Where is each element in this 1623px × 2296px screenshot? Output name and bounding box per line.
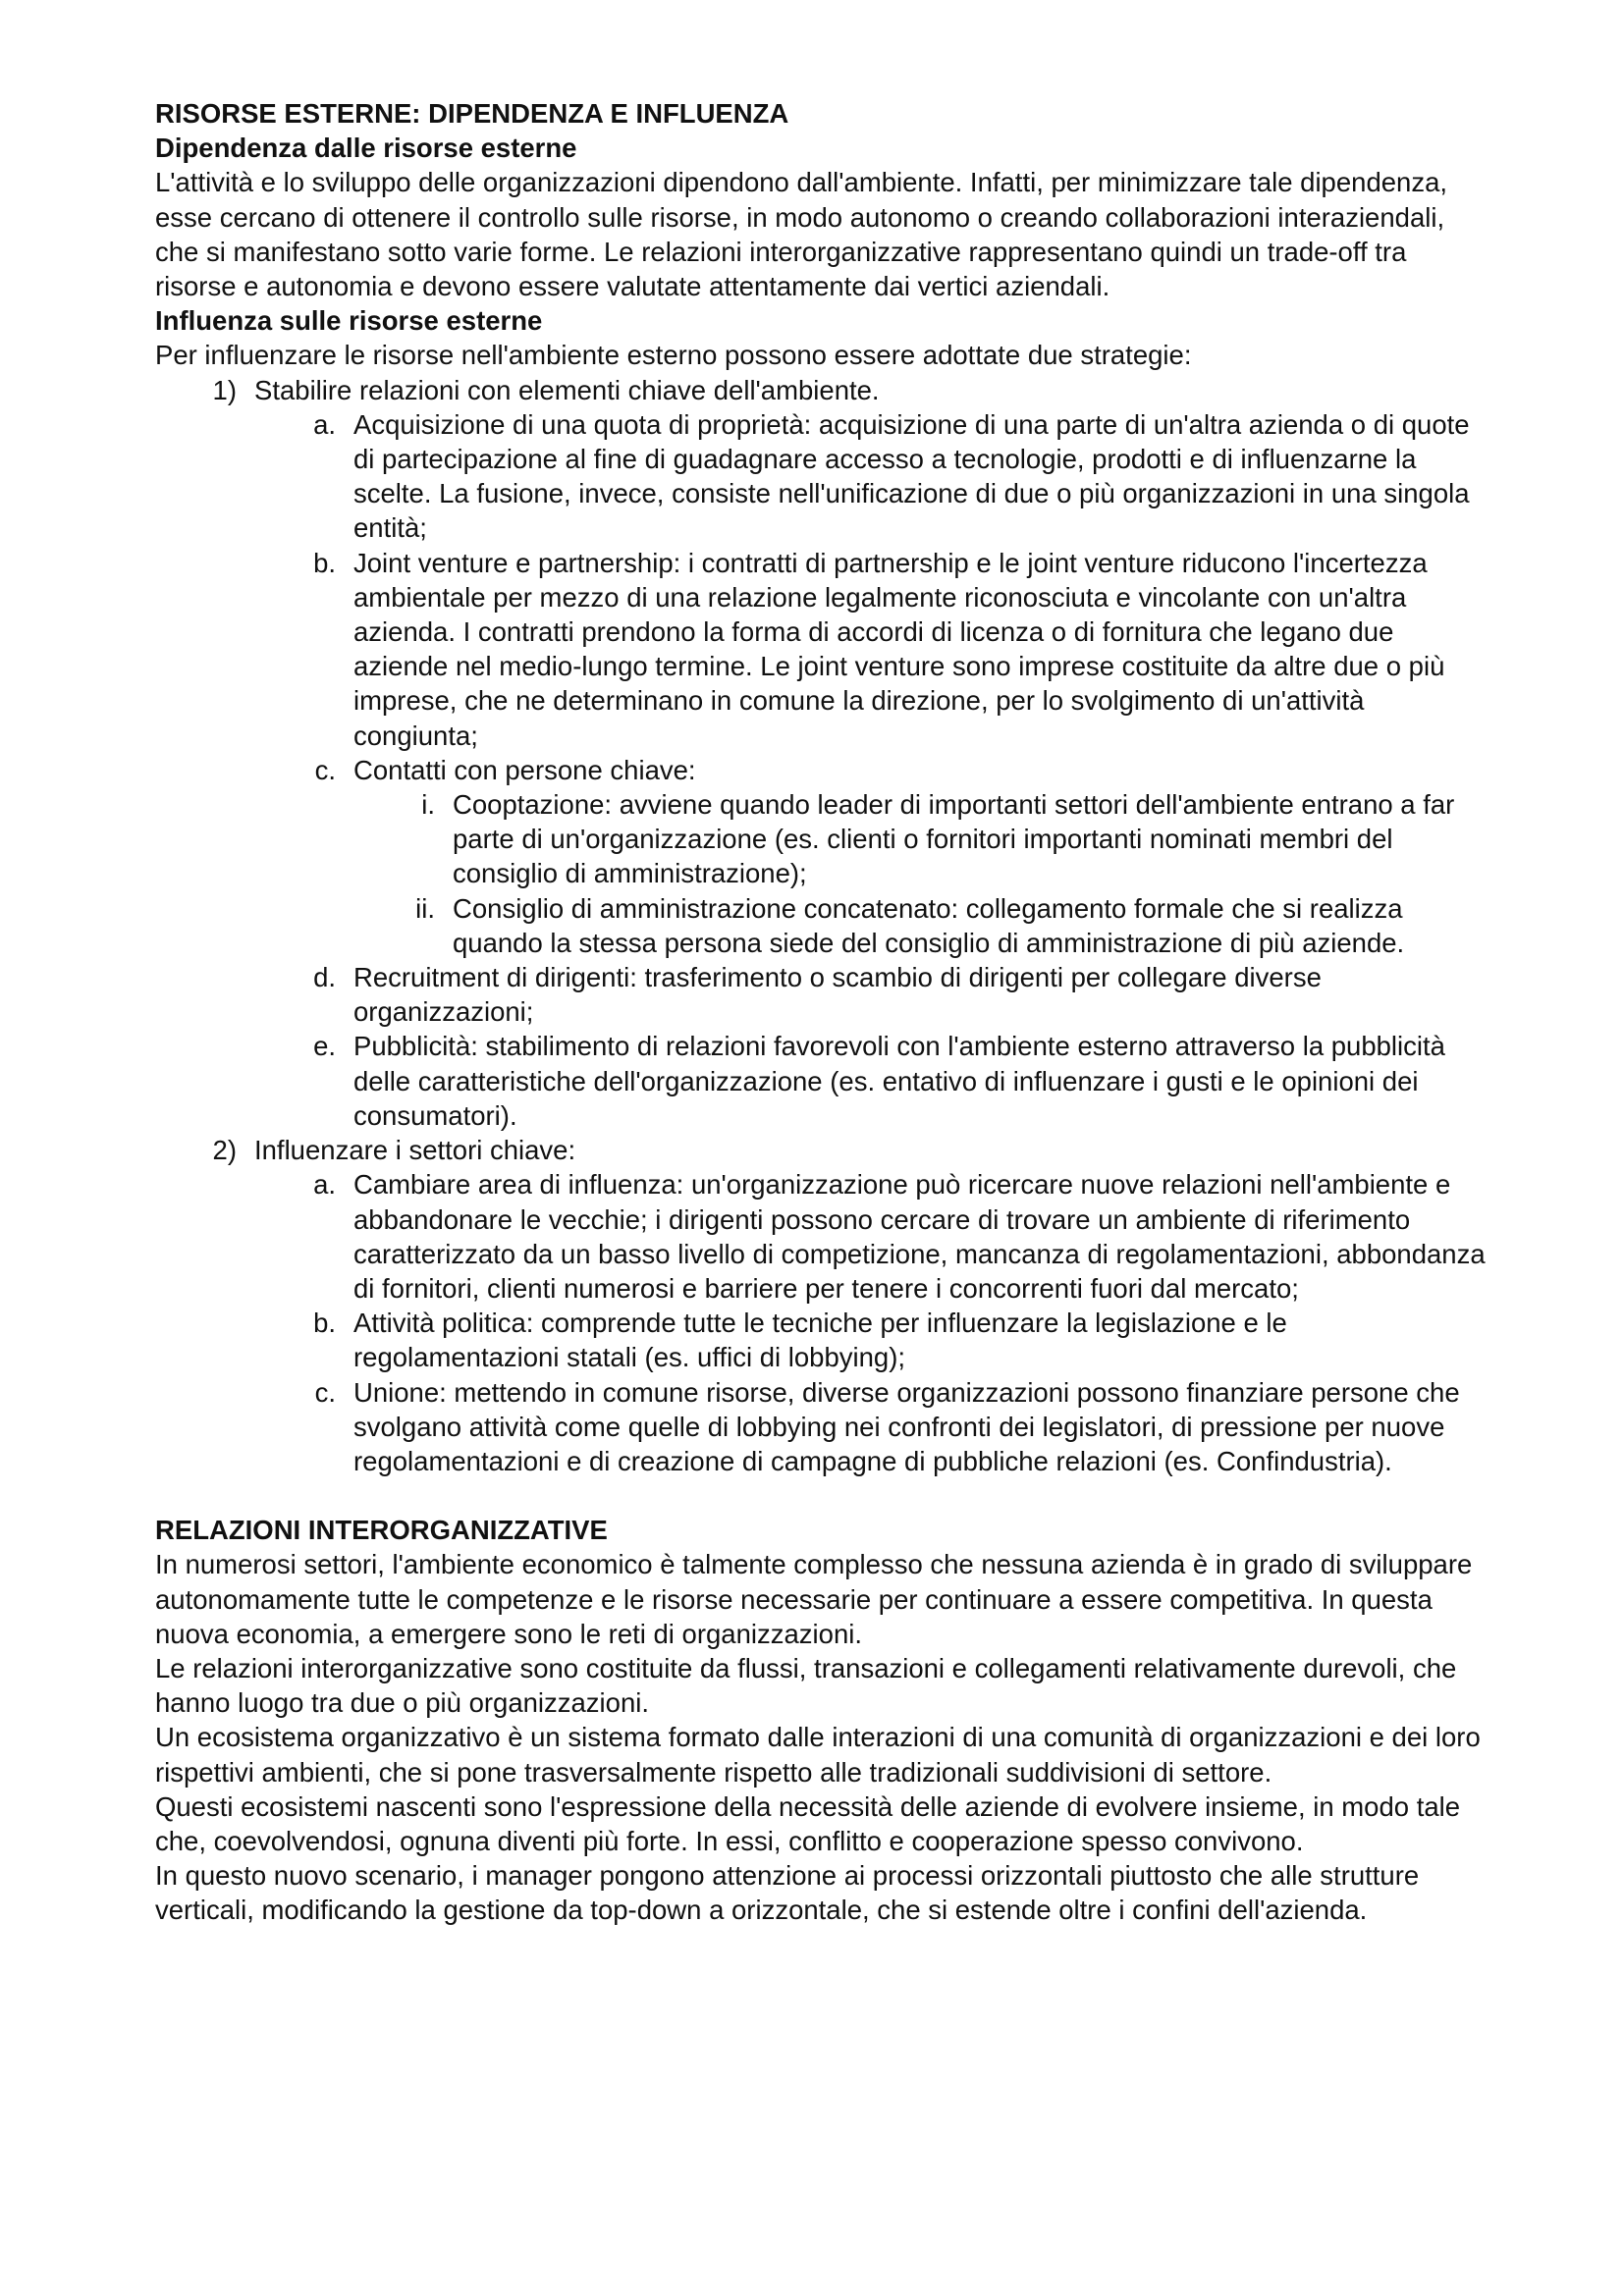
list-item <box>155 787 1486 891</box>
list-item-text: Influenzare i settori chiave: <box>254 1135 576 1166</box>
list-marker: b. <box>313 547 336 578</box>
list-marker: a. <box>313 1169 336 1201</box>
subsection-title: Dipendenza dalle risorse esterne <box>155 133 577 164</box>
list-marker: 1) <box>212 374 237 405</box>
list-item-text: Consiglio di amministrazione concatenato: collegamento formale che si realizza quando la stessa persona siede del consiglio di amministrazione di più aziende. <box>453 892 1405 958</box>
list-item-text: Pubblicità: stabilimento di relazioni favorevoli con l'ambiente esterno attraverso la pubblicità delle caratteristiche dell'organizzazione (es. entativo di influenzare i gusti e le opinioni dei consumatori). <box>353 1031 1445 1131</box>
list-marker: e. <box>313 1031 336 1062</box>
section-spacer <box>155 1478 1486 1513</box>
list-item <box>155 1306 1486 1374</box>
list-item-text: Attività politica: comprende tutte le tecniche per influenzare la legislazione e le regolamentazioni statali (es. uffici di lobbying); <box>353 1308 1287 1373</box>
paragraph: In numerosi settori, l'ambiente economico è talmente complesso che nessuna azienda è in grado di sviluppare autonomamente tutte le competenze e le risorse necessarie per continuare a essere competitiva. In questa nuova economia, a emergere sono le reti di organizzazioni. <box>155 1549 1473 1649</box>
list-item-text: Cooptazione: avviene quando leader di importanti settori dell'ambiente entrano a far parte di un'organizzazione (es. clienti o fornitori importanti nominati membri del consiglio di amministrazione); <box>453 789 1455 889</box>
list-item-text: Joint venture e partnership: i contratti di partnership e le joint venture riducono l'incertezza ambientale per mezzo di una relazione legalmente riconosciuta e vincolante con un'altra azienda. I contratti prendono la forma di accordi di licenza o di fornitura che legano due aziende nel medio-lungo termine. Le joint venture sono imprese costituite da altre due o più imprese, che ne determinano in comune la direzione, per lo svolgimento di un'attività congiunta; <box>353 547 1445 751</box>
list-item-text: Stabilire relazioni con elementi chiave dell'ambiente. <box>254 374 880 405</box>
list-item <box>155 1167 1486 1306</box>
list-item <box>155 960 1486 1029</box>
list-marker: ii. <box>415 892 435 924</box>
section-title: RELAZIONI INTERORGANIZZATIVE <box>155 1515 608 1546</box>
list-marker: i. <box>421 789 435 821</box>
paragraph: In questo nuovo scenario, i manager pongono attenzione ai processi orizzontali piuttosto che alle strutture verticali, modificando la gestione da top-down a orizzontale, che si estende oltre i confini dell'azienda. <box>155 1860 1420 1926</box>
paragraph: Questi ecosistemi nascenti sono l'espressione della necessità delle aziende di evolvere insieme, in modo tale che, coevolvendosi, ognuna diventi più forte. In essi, conflitto e cooperazione spesso convivono. <box>155 1790 1461 1856</box>
list-marker: c. <box>314 1376 336 1408</box>
list-item <box>155 373 1486 407</box>
paragraph: Un ecosistema organizzativo è un sistema formato dalle interazioni di una comunità di organizzazioni e dei loro rispettivi ambienti, che si pone trasversalmente rispetto alle tradizionali suddivisioni di settore. <box>155 1722 1481 1788</box>
list-item <box>155 891 1486 960</box>
subsection-title: Influenza sulle risorse esterne <box>155 305 543 337</box>
list-item <box>155 1029 1486 1133</box>
paragraph: Le relazioni interorganizzative sono costituite da flussi, transazioni e collegamenti relativamente durevoli, che hanno luogo tra due o più organizzazioni. <box>155 1652 1457 1719</box>
list-item-text: Cambiare area di influenza: un'organizzazione può ricercare nuove relazioni nell'ambiente e abbandonare le vecchie; i dirigenti possono cercare di trovare un ambiente di riferimento caratterizzato da un basso livello di competizione, mancanza di regolamentazioni, abbondanza di fornitori, clienti numerosi e barriere per tenere i concorrenti fuori dal mercato; <box>353 1169 1486 1304</box>
list-item <box>155 1133 1486 1167</box>
list-marker: b. <box>313 1308 336 1339</box>
list-item <box>155 1375 1486 1479</box>
paragraph: Per influenzare le risorse nell'ambiente esterno possono essere adottate due strategie: <box>155 340 1192 371</box>
list-marker: c. <box>314 754 336 785</box>
section-title: RISORSE ESTERNE: DIPENDENZA E INFLUENZA <box>155 98 789 129</box>
list-marker: 2) <box>212 1135 237 1166</box>
list-item <box>155 753 1486 787</box>
list-marker: d. <box>313 962 336 993</box>
list-item-text: Acquisizione di una quota di proprietà: acquisizione di una parte di un'altra azienda o di quote di partecipazione al fine di guadagnare accesso a tecnologie, prodotti e di influenzarne la scelte. La fusione, invece, consiste nell'unificazione di due o più organizzazioni in una singola entità; <box>353 408 1470 544</box>
list-item <box>155 407 1486 546</box>
paragraph: L'attività e lo sviluppo delle organizzazioni dipendono dall'ambiente. Infatti, per minimizzare tale dipendenza, esse cercano di ottenere il controllo sulle risorse, in modo autonomo o creando collaborazioni interaziendali, che si manifestano sotto varie forme. Le relazioni interorganizzative rappresentano quindi un trade-off tra risorse e autonomia e devono essere valutate attentamente dai vertici aziendali. <box>155 167 1448 302</box>
list-item-text: Recruitment di dirigenti: trasferimento o scambio di dirigenti per collegare diverse organizzazioni; <box>353 962 1322 1028</box>
list-item-text: Contatti con persone chiave: <box>353 754 696 785</box>
list-marker: a. <box>313 408 336 440</box>
list-item <box>155 546 1486 753</box>
list-item-text: Unione: mettendo in comune risorse, diverse organizzazioni possono finanziare persone che svolgano attività come quelle di lobbying nei confronti dei legislatori, di pressione per nuove regolamentazioni e di creazione di campagne di pubbliche relazioni (es. Confindustria). <box>353 1376 1460 1476</box>
